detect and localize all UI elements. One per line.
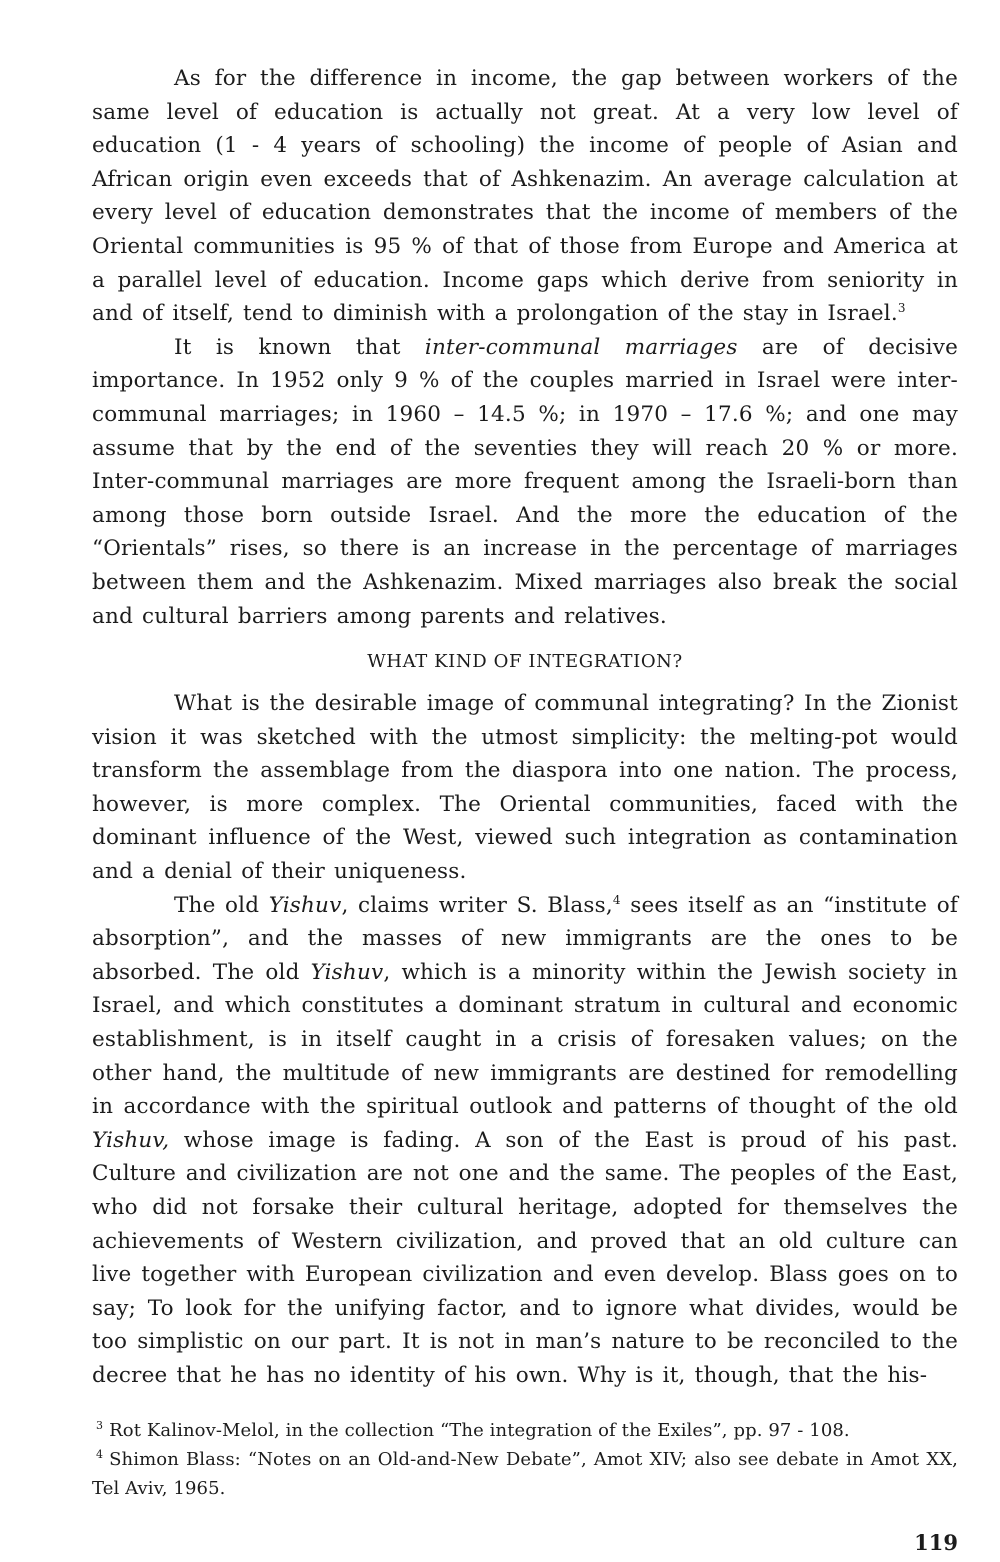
paragraph-text: , claims writer S. Blass, (341, 892, 613, 918)
paragraph-income-gap (92, 62, 958, 331)
emphasized-term: inter-communal marriages (424, 334, 738, 360)
paragraph-text: As for the difference in income, the gap between workers of the same level of education is actually not great. At a very low level of education (1 - 4 years of schooling) the income of people of Asian and African origin even exceeds that of Ashkenazim. An average calculation at every level of education demonstrates that the income of members of the Oriental communities is 95 % of that of those from Europe and America at a parallel level of education. Income gaps which derive from seniority in and of itself, tend to diminish with a prolongation of the stay in Israel. (92, 66, 958, 327)
paragraph-text: sees itself as an “institute of absorption”, and the masses of new immigrants are the ones to be absorbed. The old (92, 892, 959, 985)
document-page (92, 62, 958, 1542)
footnote-3: 3 Rot Kalinov-Melol, in the collection “The integration of the Exiles”, pp. 97 - 108. (96, 1419, 850, 1441)
page-number: 119 (914, 1530, 958, 1555)
paragraph-desirable-image (92, 687, 958, 889)
paragraph-text: are of decisive importance. In 1952 only 9 % of the couples married in Israel were inter-communal marriages; in 1960 – 14.5 %; in 1970 – 17.6 %; and one may assume that by the end of the seventies they will reach 20 % or more. Inter-communal marriages are more frequent among the Israeli-born than among those born outside Israel. And the more the education of the “Orientals” rises, so there is an increase in the percentage of marriages between them and the Ashkenazim. Mixed marriages also break the social and cultural barriers among parents and relatives. (92, 334, 959, 629)
footnote-4: 4 Shimon Blass: “Notes on an Old-and-New Debate”, Amot XIV; also see debate in Amot XX, Tel Aviv, 1965. (92, 1448, 958, 1499)
footnote-text: Rot Kalinov-Melol, in the collection “The integration of the Exiles”, pp. 97 - 108. (109, 1420, 850, 1441)
footnotes (92, 1416, 958, 1503)
section-heading: WHAT KIND OF INTEGRATION? (367, 651, 683, 673)
emphasized-term: Yishuv (310, 959, 384, 985)
paragraph-text: whose image is fading. A son of the East is proud of his past. Culture and civilization are not one and the same. The peoples of the East, who did not forsake their cultural heritage, adopted for themselves the achievements of Western civilization, and proved that an old culture can live together with European civilization and even develop. Blass goes on to say; To look for the unifying factor, and to ignore what divides, would be too simplistic on our part. It is not in man’s nature to be reconciled to the decree that he has no identity of his own. Why is it, though, that the his- (92, 1127, 958, 1388)
footnote-reference: 4 (612, 892, 621, 907)
paragraph-text: What is the desirable image of communal integrating? In the Zionist vision it was sketched with the utmost simplicity: the melting-pot would transform the assemblage from the diaspora into one nation. The process, however, is more complex. The Oriental communities, faced with the dominant influence of the West, viewed such integration as contamination and a denial of their uniqueness. (92, 691, 958, 885)
paragraph-old-yishuv (92, 889, 958, 1393)
emphasized-term: Yishuv, (92, 1127, 170, 1153)
paragraph-text: The old (174, 892, 269, 918)
paragraph-text: , which is a minority within the Jewish society in Israel, and which constitutes a dominant stratum in cultural and economic establishment, is in itself caught in a crisis of foresaken values; on the other hand, the multitude of new immigrants are destined for remodelling in accordance with the spiritual outlook and patterns of thought of the old (92, 959, 958, 1120)
paragraph-lead: It is known that (174, 334, 425, 360)
paragraph-intercommunal-marriages (92, 331, 958, 633)
footnote-reference: 3 (897, 301, 906, 315)
footnote-text: Shimon Blass: “Notes on an Old-and-New Debate”, Amot XIV; also see debate in Amot XX, Tel Aviv, 1965. (92, 1449, 958, 1499)
emphasized-term: Yishuv (268, 892, 342, 918)
